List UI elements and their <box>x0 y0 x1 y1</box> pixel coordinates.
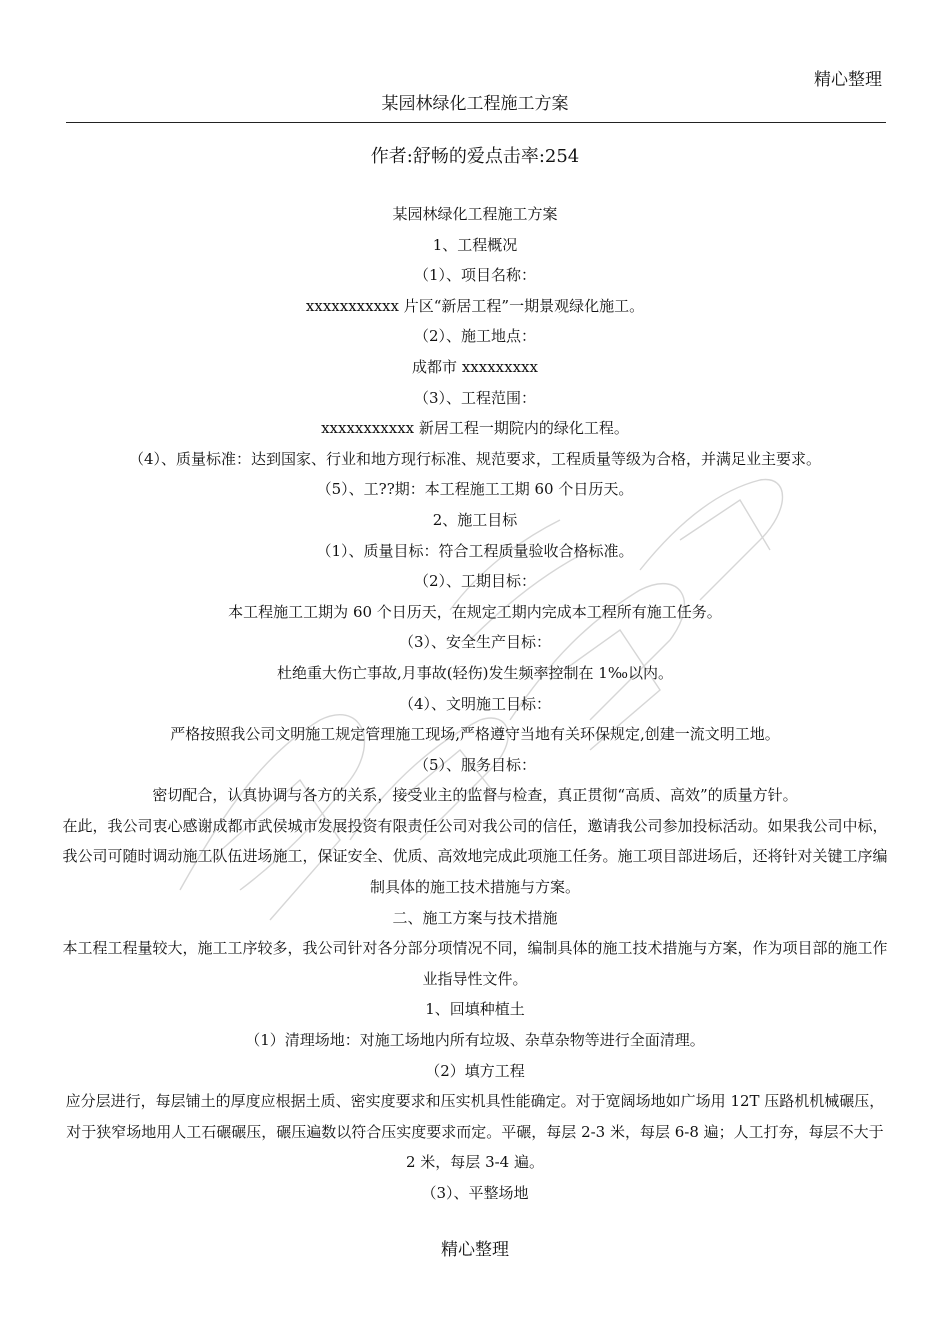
doc-line-section-2: 2、施工目标 <box>432 510 518 529</box>
doc-line-duration: （5）、工??期：本工程施工工期 60 个日历天。 <box>316 480 634 499</box>
doc-line-scope: xxxxxxxxxxx 新居工程一期院内的绿化工程。 <box>321 419 629 438</box>
doc-line-project-name: xxxxxxxxxxx 片区“新居工程”一期景观绿化施工。 <box>305 296 645 315</box>
document-body <box>62 199 888 1209</box>
doc-line-project-name-label: （1）、项目名称： <box>413 266 537 285</box>
doc-line-fill-work: （2）填方工程 <box>425 1061 525 1080</box>
doc-line-civil-goal-label: （4）、文明施工目标： <box>398 694 552 713</box>
doc-line-schedule-goal: 本工程施工工期为 60 个日历天，在规定工期内完成本工程所有施工任务。 <box>228 602 722 621</box>
doc-line-quality-goal: （1）、质量目标：符合工程质量验收合格标准。 <box>316 541 634 560</box>
doc-line-service-goal-label: （5）、服务目标： <box>413 755 537 774</box>
doc-line-section-two-title: 二、施工方案与技术措施 <box>392 908 558 927</box>
doc-line-quality-standard: （4）、质量标准：达到国家、行业和地方现行标准、规范要求，工程质量等级为合格，并满足业主要求。 <box>128 449 822 468</box>
doc-line-location-label: （2）、施工地点： <box>413 327 537 346</box>
header-divider <box>66 122 886 123</box>
author-line: 作者:舒畅的爱点击率:254 <box>370 146 580 167</box>
doc-line-schedule-goal-label: （2）、工期目标： <box>413 572 537 591</box>
doc-paragraph-overview: 本工程工程量较大，施工工序较多，我公司针对各分部分项情况不同，编制具体的施工技术措施与方案，作为项目部的施工作业指导性文件。 <box>62 939 888 988</box>
header-title: 某园林绿化工程施工方案 <box>381 94 569 114</box>
doc-line-title: 某园林绿化工程施工方案 <box>392 205 558 223</box>
doc-line-safety-goal: 杜绝重大伤亡事故,月事故(轻伤)发生频率控制在 1‰以内。 <box>277 663 673 682</box>
footer-label: 精心整理 <box>441 1240 509 1260</box>
doc-line-scope-label: （3）、工程范围： <box>413 388 537 407</box>
doc-line-safety-goal-label: （3）、安全生产目标： <box>398 633 552 652</box>
doc-line-backfill-title: 1、回填种植土 <box>425 1000 525 1019</box>
header-corner-label: 精心整理 <box>814 70 882 90</box>
doc-line-section-1: 1、工程概况 <box>432 235 518 254</box>
doc-line-service-goal: 密切配合，认真协调与各方的关系，接受业主的监督与检查，真正贯彻“高质、高效”的质量方针。 <box>152 786 798 805</box>
doc-line-location: 成都市 xxxxxxxxx <box>412 357 538 376</box>
doc-paragraph-thanks: 在此，我公司衷心感谢成都市武侯城市发展投资有限责任公司对我公司的信任，邀请我公司参加投标活动。如果我公司中标，我公司可随时调动施工队伍进场施工，保证安全、优质、高效地完成此项施工任务。施工项目部进场后，还将针对关键工序编制具体的施工技术措施与方案。 <box>62 816 888 897</box>
doc-paragraph-compaction: 应分层进行，每层铺土的厚度应根据土质、密实度要求和压实机具性能确定。对于宽阔场地如广场用 12T 压路机机械碾压，对于狭窄场地用人工石碾碾压，碾压遍数以符合压实度要求而定。平碾，每层 2-3 米，每层 6-8 遍；人工打夯，每层不大于 2 米，每层 3-4 遍。 <box>65 1092 885 1172</box>
doc-line-level-site: （3）、平整场地 <box>421 1184 529 1202</box>
doc-line-civil-goal: 严格按照我公司文明施工规定管理施工现场,严格遵守当地有关环保规定,创建一流文明工地。 <box>170 725 780 744</box>
doc-line-clear-site: （1）清理场地：对施工场地内所有垃圾、杂草杂物等进行全面清理。 <box>245 1031 705 1050</box>
